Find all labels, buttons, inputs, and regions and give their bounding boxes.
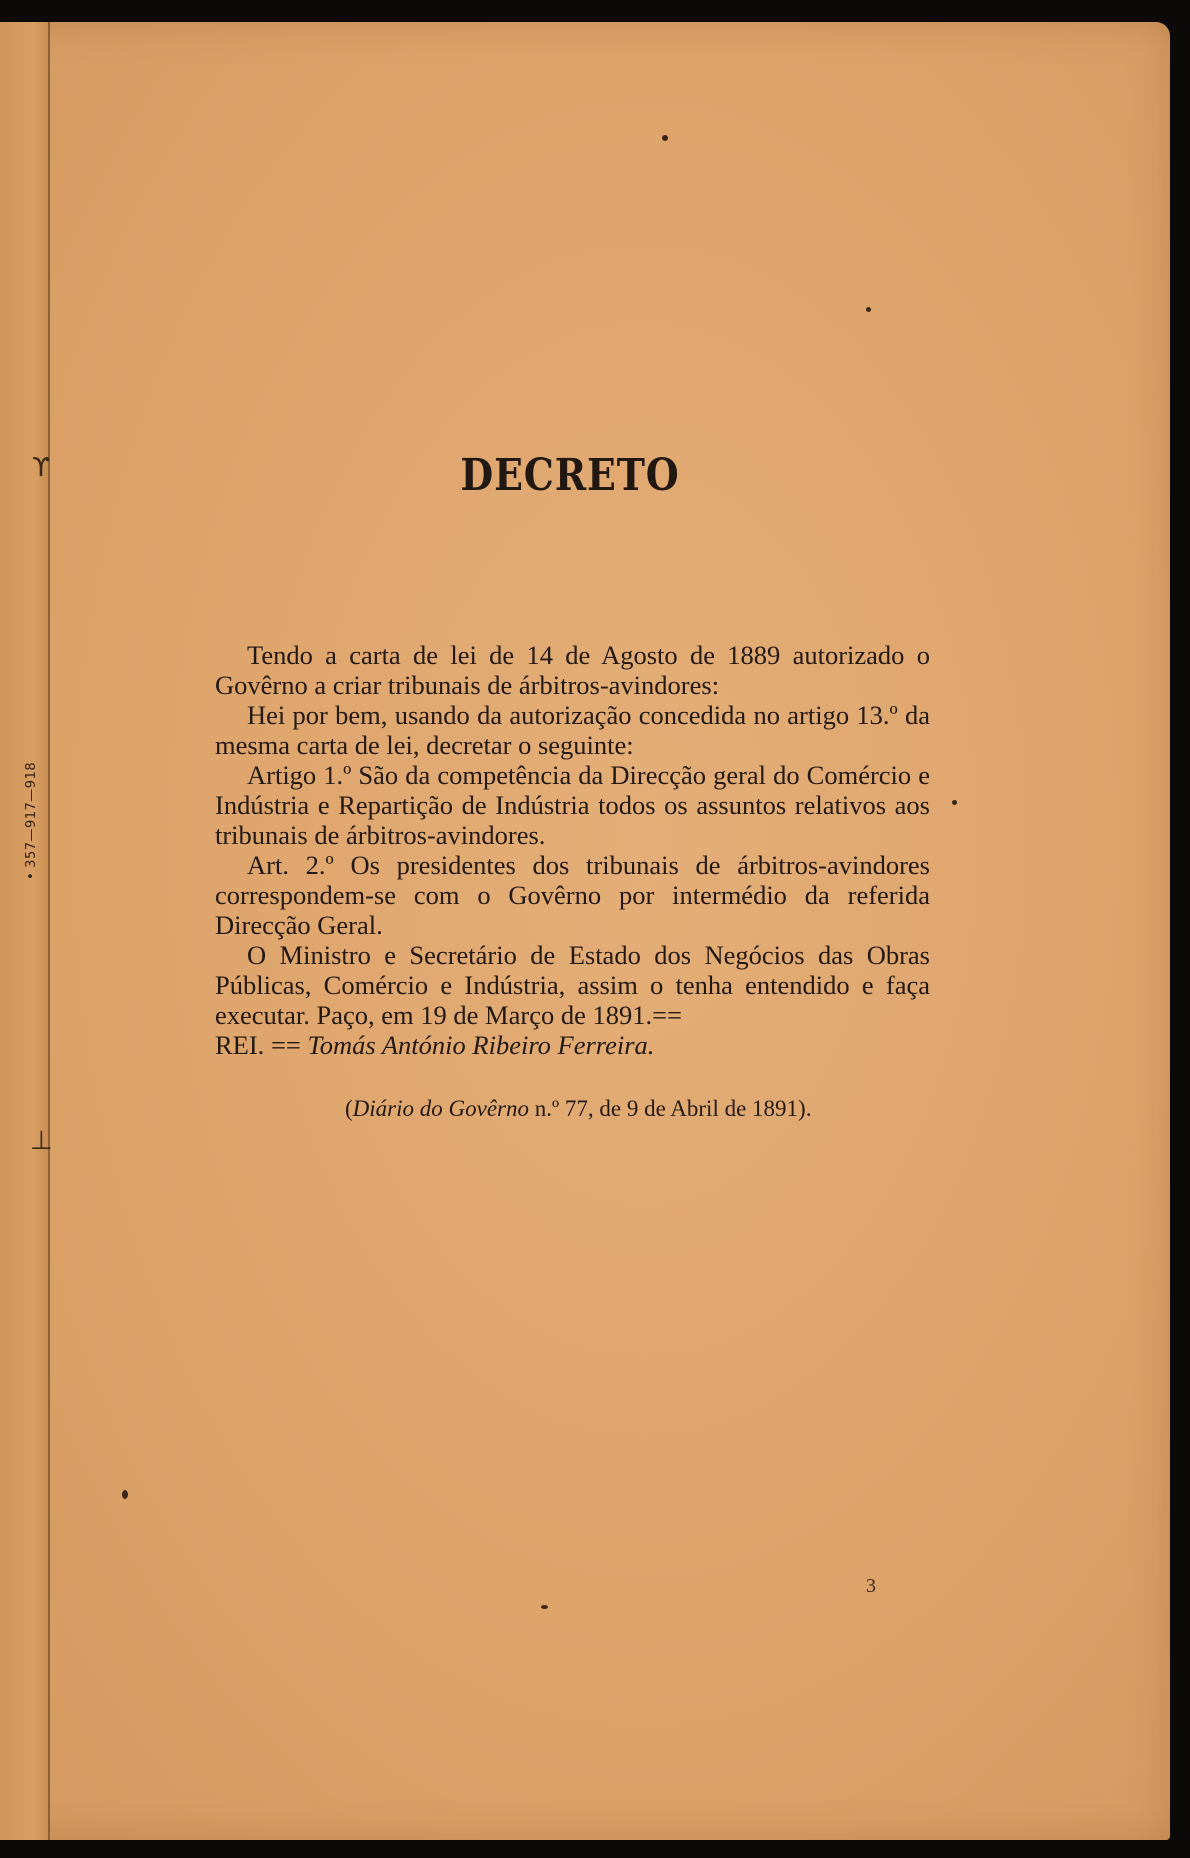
signature-separator: == (264, 1030, 308, 1060)
signature-line (215, 1030, 930, 1060)
decree-paragraph: Art. 2.º Os presidentes dos tribunais de árbitros-avindores correspondem-se com o Govêrno por intermédio da referida Direcção Geral. (215, 850, 930, 940)
signature-minister: Tomás António Ribeiro Ferreira. (307, 1030, 655, 1060)
page-title: DECRETO (460, 450, 680, 501)
binding-stitch-mark: ⊥ (30, 1126, 53, 1156)
source-publication: Diário do Govêrno (352, 1096, 529, 1121)
paper-speck (122, 1490, 128, 1499)
paper-speck (952, 800, 957, 805)
page-number: 3 (866, 1575, 876, 1597)
catalog-number: • 357—917—918 (24, 762, 39, 880)
source-details: n.º 77, de 9 de Abril de 1891). (529, 1096, 812, 1121)
decree-body (215, 640, 930, 1060)
paper-speck (866, 307, 871, 312)
source-citation (345, 1096, 811, 1122)
decree-paragraph: O Ministro e Secretário de Estado dos Negócios das Obras Públicas, Comércio e Indústria, assim o tenha entendido e faça executar. Paço, em 19 de Março de 1891.== (215, 940, 930, 1030)
signature-rei: REI. (215, 1030, 265, 1060)
decree-paragraph: Artigo 1.º São da competência da Direcção geral do Comércio e Indústria e Repartição de Indústria todos os assuntos relativos aos tribunais de árbitros-avindores. (215, 760, 930, 850)
decree-paragraph: Tendo a carta de lei de 14 de Agosto de 1889 autorizado o Govêrno a criar tribunais de árbitros-avindores: (215, 640, 930, 700)
paper-speck (662, 135, 668, 141)
decree-paragraph: Hei por bem, usando da autorização concedida no artigo 13.º da mesma carta de lei, decretar o seguinte: (215, 700, 930, 760)
binding-spine (0, 22, 50, 1840)
binding-stitch-mark: ϒ (32, 453, 51, 483)
source-open-paren: ( (345, 1096, 353, 1121)
paper-speck (541, 1605, 548, 1609)
